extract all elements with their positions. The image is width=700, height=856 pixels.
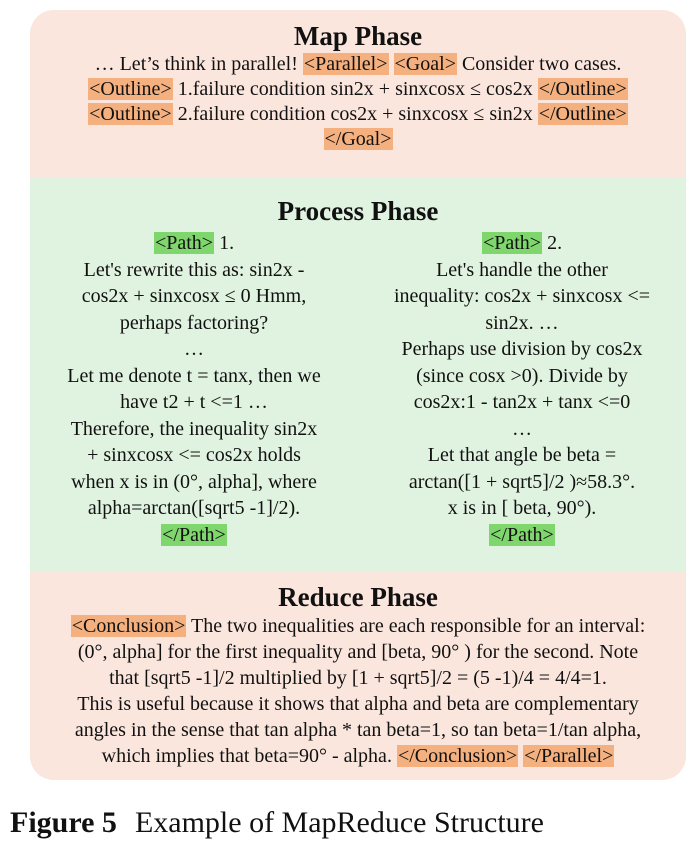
path-2-line: cos2x:1 - tan2x + tanx <=0 xyxy=(413,391,631,413)
path-1-line: + sinxcosx <= cos2x holds xyxy=(87,444,301,466)
path-2-line: Let's handle the other xyxy=(436,258,608,281)
path-1-line: Let me denote t = tanx, then we xyxy=(67,364,321,387)
path-2-line: x is in [ beta, 90°). xyxy=(447,497,597,519)
map-line-2 xyxy=(30,77,686,102)
reduce-phase-section xyxy=(30,571,686,780)
reduce-line-1 xyxy=(36,613,680,639)
outline-close-tag-2: </Outline> xyxy=(538,103,627,125)
reduce-line-6-text: which implies that beta=90° - alpha. xyxy=(101,745,397,767)
reduce-line-5: angles in the sense that tan alpha * tan beta=1, so tan beta=1/tan alpha, xyxy=(74,719,642,741)
path-2-line: sin2x. … xyxy=(485,311,559,334)
path-1-line: Let's rewrite this as: sin2x - xyxy=(83,258,305,281)
goal-open-tag: <Goal> xyxy=(394,53,456,75)
map-phase-section xyxy=(30,10,686,178)
path-2-line: Let that angle be beta = xyxy=(427,444,617,466)
map-line-1-space xyxy=(389,53,394,75)
map-line-1-pre: … Let’s think in parallel! xyxy=(94,53,303,75)
path-1-line: cos2x + sinxcosx ≤ 0 Hmm, xyxy=(81,285,307,307)
path-2-number: 2. xyxy=(542,232,563,254)
path-1-line: … xyxy=(184,338,204,360)
path-2-open-tag: <Path> xyxy=(482,232,542,254)
reduce-line-1-text: The two inequalities are each responsible for an interval: xyxy=(186,615,646,637)
path-1-close-tag: </Path> xyxy=(162,523,226,546)
reduce-body xyxy=(30,613,686,769)
path-1-line: Therefore, the inequality sin2x xyxy=(70,417,318,440)
process-columns xyxy=(30,230,686,560)
outline-open-tag-2: <Outline> xyxy=(89,103,172,125)
conclusion-open-tag: <Conclusion> xyxy=(71,615,186,637)
path-2-header xyxy=(358,230,686,257)
path-1-line: perhaps factoring? xyxy=(119,311,269,334)
outline-text-2: 2.failure condition cos2x + sinxcosx ≤ sin2x xyxy=(172,103,538,125)
path-1-open-tag: <Path> xyxy=(154,232,214,254)
figure-label: Figure 5 xyxy=(10,806,117,839)
map-line-4 xyxy=(30,127,686,152)
path-2-column xyxy=(358,230,686,548)
path-2-line: arctan([1 + sqrt5]/2 )≈58.3°. xyxy=(408,470,636,493)
reduce-line-3: that [sqrt5 -1]/2 multiplied by [1 + sqrt5]/2 = (5 -1)/4 = 4/4=1. xyxy=(109,667,607,689)
path-2-line: Perhaps use division by cos2x xyxy=(401,338,643,360)
path-1-line: when x is in (0°, alpha], where xyxy=(71,470,317,493)
reduce-line-6 xyxy=(36,743,680,769)
figure-caption-text: Example of MapReduce Structure xyxy=(134,806,544,839)
goal-close-tag: </Goal> xyxy=(324,128,392,150)
path-1-line: alpha=arctan([sqrt5 -1]/2). xyxy=(87,497,301,519)
outline-close-tag-1: </Outline> xyxy=(538,78,627,100)
map-line-1-post: Consider two cases. xyxy=(456,53,622,75)
conclusion-close-tag: </Conclusion> xyxy=(397,745,518,767)
reduce-line-2: (0°, alpha] for the first inequality and [beta, 90° ) for the second. Note xyxy=(77,641,639,663)
parallel-close-tag: </Parallel> xyxy=(524,745,614,767)
process-phase-section xyxy=(30,178,686,571)
map-phase-title: Map Phase xyxy=(293,21,423,51)
reduce-phase-title: Reduce Phase xyxy=(278,582,438,612)
figure-caption xyxy=(10,805,544,841)
path-1-header xyxy=(30,230,358,257)
process-phase-title: Process Phase xyxy=(277,196,439,226)
reduce-line-4: This is useful because it shows that alpha and beta are complementary xyxy=(77,693,639,715)
map-line-3 xyxy=(30,102,686,127)
path-2-line: inequality: cos2x + sinxcosx <= xyxy=(393,285,651,307)
path-2-close-tag: </Path> xyxy=(490,523,554,546)
path-2-line: (since cosx >0). Divide by xyxy=(416,364,628,387)
parallel-open-tag: <Parallel> xyxy=(303,53,388,75)
map-line-1 xyxy=(30,52,686,77)
path-1-number: 1. xyxy=(214,232,235,254)
path-1-line: have t2 + t <=1 … xyxy=(120,391,268,413)
mapreduce-figure-card xyxy=(30,10,686,780)
path-1-footer xyxy=(30,522,358,549)
outline-open-tag-1: <Outline> xyxy=(89,78,172,100)
path-2-line: … xyxy=(512,417,532,440)
outline-text-1: 1.failure condition sin2x + sinxcosx ≤ cos2x xyxy=(172,78,538,100)
path-2-footer xyxy=(358,522,686,549)
path-1-column xyxy=(30,230,358,548)
